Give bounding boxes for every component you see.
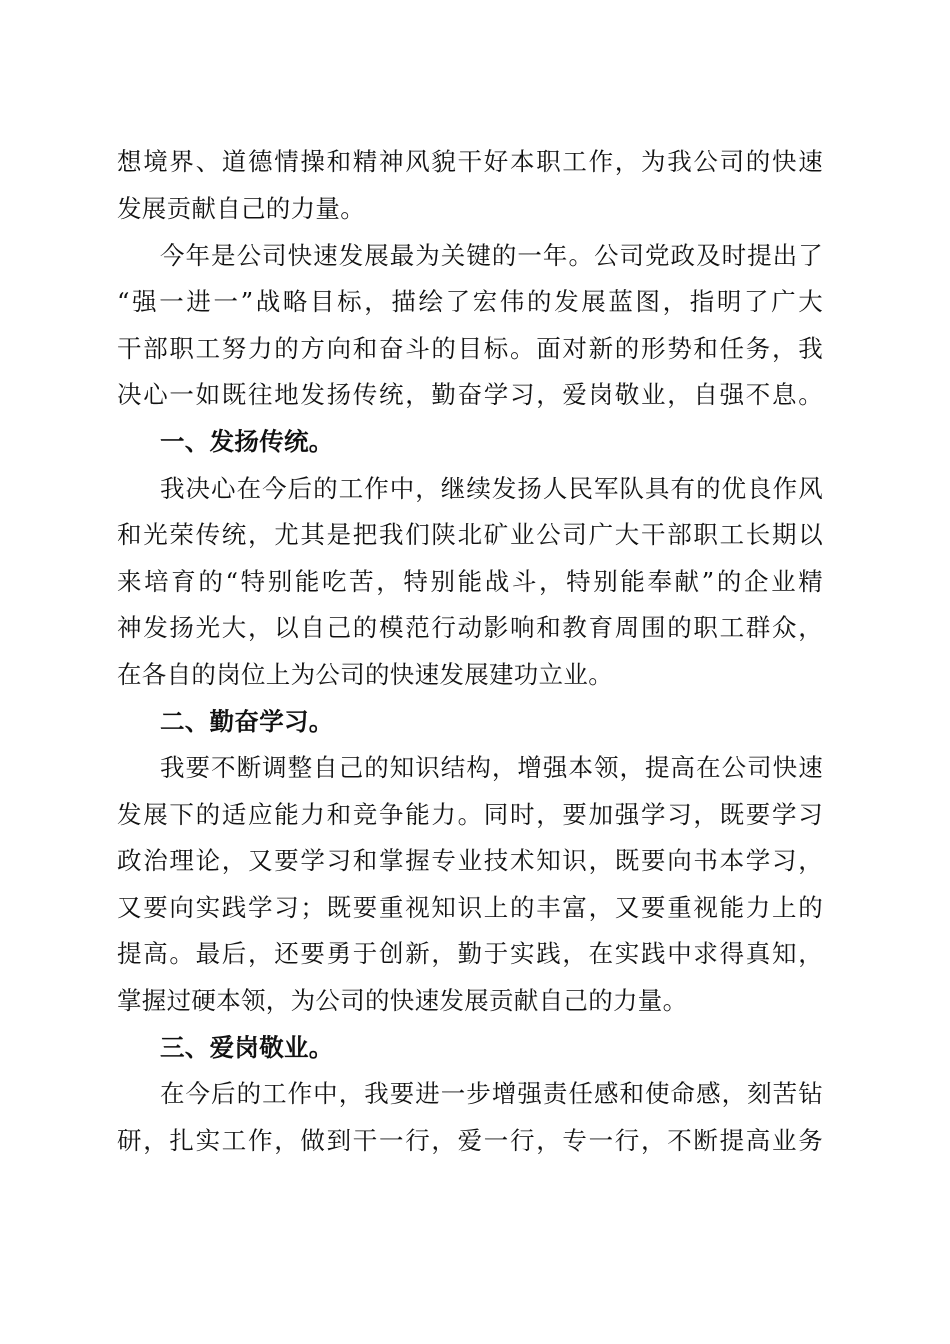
text-line: 掌握过硬本领，为公司的快速发展贡献自己的力量。 xyxy=(117,986,688,1015)
text-line: 来培育的“特别能吃苦，特别能战斗，特别能奉献”的企业精 xyxy=(117,567,823,596)
text-line: 发展下的适应能力和竞争能力。同时，要加强学习，既要学习 xyxy=(117,800,823,829)
paragraph-start: 我要不断调整自己的知识结构，增强本领，提高在公司快速 xyxy=(160,753,823,782)
text-line: 又要向实践学习；既要重视知识上的丰富，又要重视能力上的 xyxy=(117,893,823,922)
text-line: 发展贡献自己的力量。 xyxy=(117,194,365,223)
section-heading: 一、发扬传统。 xyxy=(160,427,334,456)
text-line: 想境界、道德情操和精神风貌干好本职工作，为我公司的快速 xyxy=(117,147,823,176)
text-line: 决心一如既往地发扬传统，勤奋学习，爱岗敬业，自强不息。 xyxy=(117,380,823,409)
text-line: 干部职工努力的方向和奋斗的目标。面对新的形势和任务，我 xyxy=(117,334,823,363)
paragraph-start: 我决心在今后的工作中，继续发扬人民军队具有的优良作风 xyxy=(160,474,823,503)
text-line: 和光荣传统，尤其是把我们陕北矿业公司广大干部职工长期以 xyxy=(117,520,823,549)
text-line: “强一进一”战略目标，描绘了宏伟的发展蓝图，指明了广大 xyxy=(117,287,823,316)
text-line: 在各自的岗位上为公司的快速发展建功立业。 xyxy=(117,660,613,689)
text-line: 研，扎实工作，做到干一行，爱一行，专一行，不断提高业务 xyxy=(117,1126,823,1155)
section-heading: 三、爱岗敬业。 xyxy=(160,1033,334,1062)
section-heading: 二、勤奋学习。 xyxy=(160,707,334,736)
paragraph-start: 今年是公司快速发展最为关键的一年。公司党政及时提出了 xyxy=(160,241,823,270)
text-line: 政治理论，又要学习和掌握专业技术知识，既要向书本学习， xyxy=(117,846,823,875)
text-line: 神发扬光大，以自己的模范行动影响和教育周围的职工群众， xyxy=(117,613,823,642)
text-line: 提高。最后，还要勇于创新，勤于实践，在实践中求得真知， xyxy=(117,939,823,968)
paragraph-start: 在今后的工作中，我要进一步增强责任感和使命感，刻苦钻 xyxy=(160,1079,823,1108)
